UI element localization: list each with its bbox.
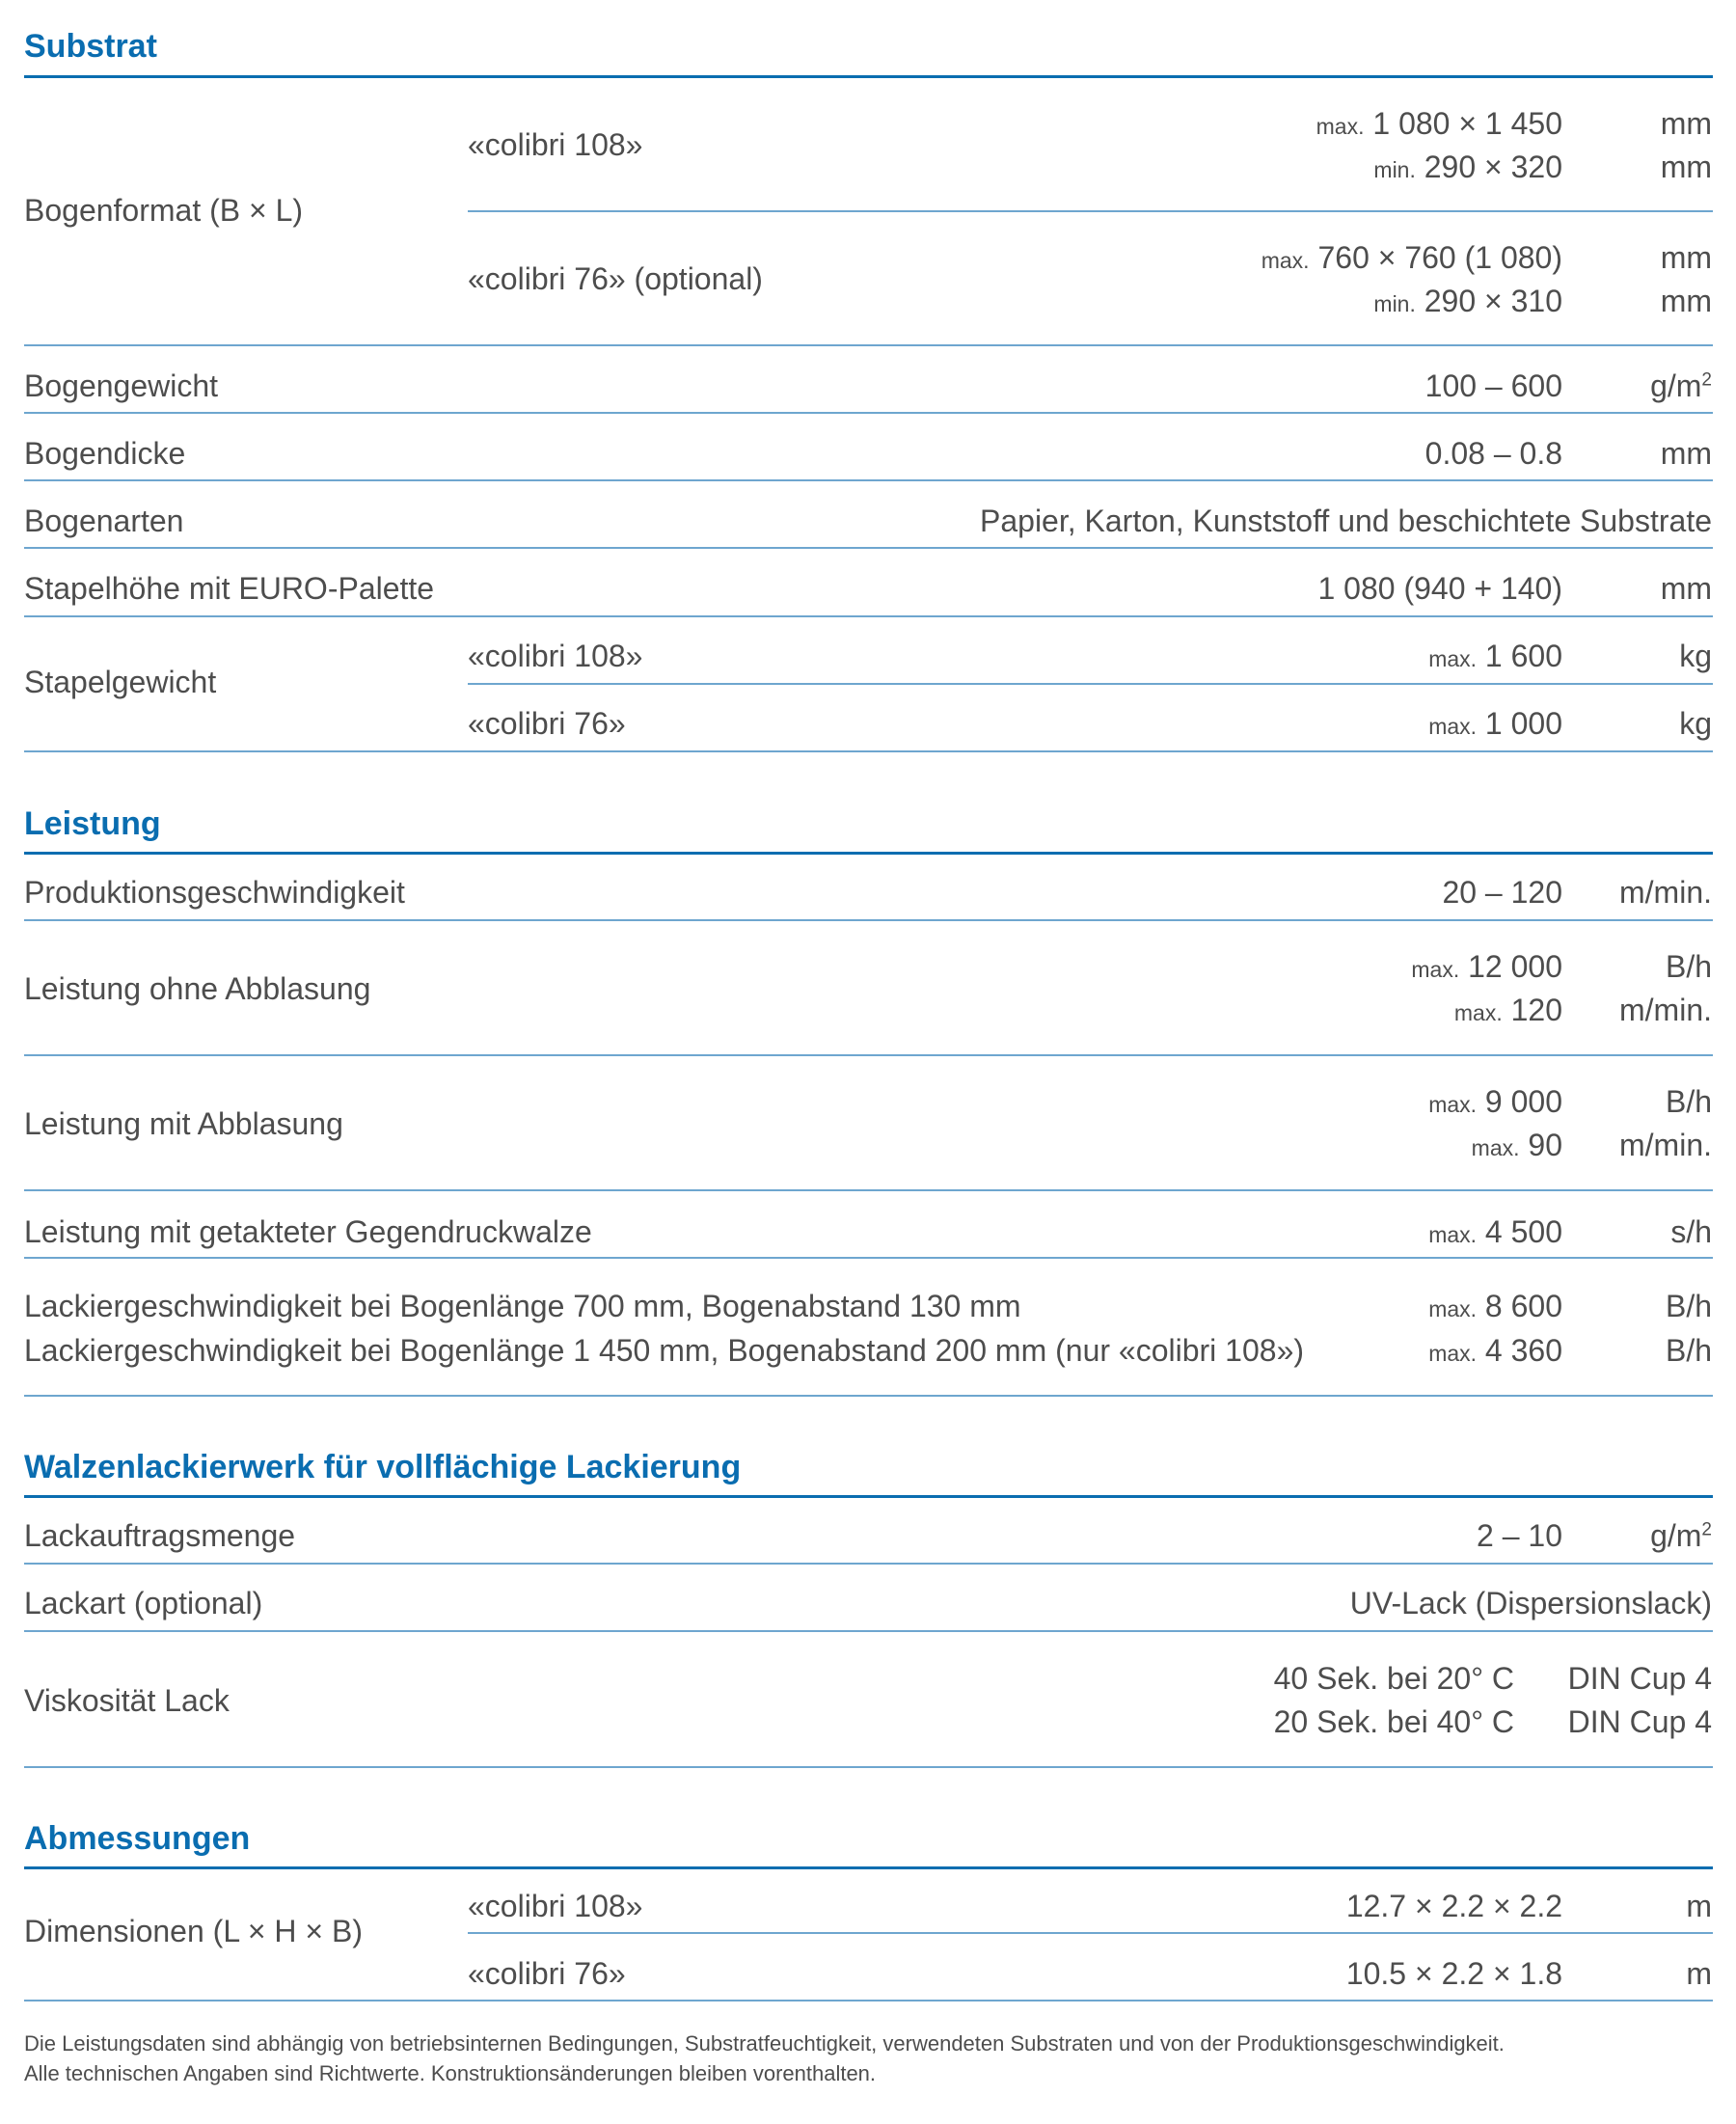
stapelhoehe-label: Stapelhöhe mit EURO-Palette bbox=[24, 571, 435, 606]
dimensionen-76-value: 10.5 × 2.2 × 1.8 bbox=[1345, 1956, 1562, 1991]
lackier-2-unit: B/h bbox=[1665, 1333, 1712, 1368]
row-divider bbox=[24, 1054, 1713, 1056]
mit-abblasung-v1: max. 9 000 bbox=[1428, 1084, 1562, 1119]
section-rule-abmessungen bbox=[24, 1866, 1713, 1869]
getaktet-value: max. 4 500 bbox=[1428, 1214, 1562, 1249]
produktion-label: Produktionsgeschwindigkeit bbox=[24, 875, 405, 910]
ohne-abblasung-v2: max. 120 bbox=[1453, 993, 1562, 1027]
stapelhoehe-unit: mm bbox=[1660, 571, 1712, 606]
viskositaet-u2: DIN Cup 4 bbox=[1567, 1704, 1712, 1739]
ohne-abblasung-u1: B/h bbox=[1665, 949, 1712, 984]
bogenformat-76-max: max. 760 × 760 (1 080) bbox=[1261, 240, 1562, 275]
row-divider bbox=[24, 1395, 1713, 1397]
bogengewicht-value: 100 – 600 bbox=[1424, 368, 1562, 403]
dimensionen-label: Dimensionen (L × H × B) bbox=[24, 1914, 363, 1948]
lackier-2-label: Lackiergeschwindigkeit bei Bogenlänge 1 450 mm, Bogenabstand 200 mm (nur «colibri 108») bbox=[24, 1333, 1305, 1368]
stapelgewicht-model-76: «colibri 76» bbox=[468, 706, 626, 741]
row-divider bbox=[468, 1932, 1713, 1934]
stapelhoehe-value: 1 080 (940 + 140) bbox=[1317, 571, 1562, 606]
mit-abblasung-u2: m/min. bbox=[1619, 1128, 1712, 1162]
mit-abblasung-u1: B/h bbox=[1665, 1084, 1712, 1119]
bogenformat-76-min: min. 290 × 310 bbox=[1373, 284, 1562, 318]
section-title-substrat: Substrat bbox=[24, 28, 157, 65]
dimensionen-model-108: «colibri 108» bbox=[468, 1889, 643, 1923]
bogenformat-108-max: max. 1 080 × 1 450 bbox=[1316, 106, 1562, 141]
ohne-abblasung-u2: m/min. bbox=[1619, 993, 1712, 1027]
row-divider bbox=[468, 210, 1713, 212]
bogenformat-108-min-unit: mm bbox=[1660, 150, 1712, 184]
ohne-abblasung-v1: max. 12 000 bbox=[1411, 949, 1562, 984]
stapelgewicht-108-value: max. 1 600 bbox=[1428, 639, 1562, 673]
lackart-label: Lackart (optional) bbox=[24, 1586, 263, 1620]
bogengewicht-label: Bogengewicht bbox=[24, 368, 219, 403]
section-title-leistung: Leistung bbox=[24, 805, 161, 842]
lackier-1-value: max. 8 600 bbox=[1428, 1289, 1562, 1323]
bogenformat-label: Bogenformat (B × L) bbox=[24, 193, 304, 228]
section-title-walzen: Walzenlackierwerk für vollflächige Lackierung bbox=[24, 1449, 742, 1485]
lackart-value: UV-Lack (Dispersionslack) bbox=[1349, 1586, 1712, 1620]
mit-abblasung-label: Leistung mit Abblasung bbox=[24, 1106, 343, 1141]
section-title-abmessungen: Abmessungen bbox=[24, 1820, 251, 1857]
lackier-2-value: max. 4 360 bbox=[1428, 1333, 1562, 1368]
viskositaet-label: Viskosität Lack bbox=[24, 1683, 230, 1718]
bogenarten-label: Bogenarten bbox=[24, 504, 184, 538]
lackauftragsmenge-value: 2 – 10 bbox=[1477, 1518, 1562, 1553]
stapelgewicht-76-value: max. 1 000 bbox=[1428, 706, 1562, 741]
row-divider bbox=[24, 344, 1713, 346]
lackauftragsmenge-unit: $g/m^2$ bbox=[1650, 1518, 1712, 1553]
row-divider bbox=[24, 1630, 1713, 1632]
stapelgewicht-model-108: «colibri 108» bbox=[468, 639, 643, 673]
stapelgewicht-76-unit: kg bbox=[1679, 706, 1712, 741]
row-divider bbox=[468, 683, 1713, 685]
bogenformat-model-108: «colibri 108» bbox=[468, 127, 643, 162]
produktion-value: 20 – 120 bbox=[1442, 875, 1562, 910]
row-divider bbox=[24, 1257, 1713, 1259]
bogenformat-76-max-unit: mm bbox=[1660, 240, 1712, 275]
row-divider bbox=[24, 1563, 1713, 1565]
viskositaet-v1: 40 Sek. bei 20° C bbox=[1273, 1661, 1514, 1696]
section-rule-leistung bbox=[24, 852, 1713, 855]
ohne-abblasung-label: Leistung ohne Abblasung bbox=[24, 971, 371, 1006]
row-divider bbox=[24, 1189, 1713, 1191]
bogendicke-value: 0.08 – 0.8 bbox=[1424, 436, 1562, 471]
stapelgewicht-label: Stapelgewicht bbox=[24, 665, 217, 699]
getaktet-unit: s/h bbox=[1670, 1214, 1712, 1249]
dimensionen-76-unit: m bbox=[1686, 1956, 1712, 1991]
row-divider bbox=[24, 615, 1713, 617]
bogengewicht-unit: $g/m^2$ bbox=[1650, 368, 1712, 403]
bogenformat-model-76: «colibri 76» (optional) bbox=[468, 261, 763, 296]
bogendicke-label: Bogendicke bbox=[24, 436, 186, 471]
bogenformat-76-min-unit: mm bbox=[1660, 284, 1712, 318]
lackier-1-label: Lackiergeschwindigkeit bei Bogenlänge 700 mm, Bogenabstand 130 mm bbox=[24, 1289, 1021, 1323]
row-divider bbox=[24, 479, 1713, 481]
row-divider bbox=[24, 547, 1713, 549]
bogendicke-unit: mm bbox=[1660, 436, 1712, 471]
lackier-1-unit: B/h bbox=[1665, 1289, 1712, 1323]
bogenarten-value: Papier, Karton, Kunststoff und beschichtete Substrate bbox=[980, 504, 1712, 538]
produktion-unit: m/min. bbox=[1619, 875, 1712, 910]
dimensionen-108-unit: m bbox=[1686, 1889, 1712, 1923]
row-divider bbox=[24, 2000, 1713, 2001]
section-rule-walzen bbox=[24, 1495, 1713, 1498]
row-divider bbox=[24, 919, 1713, 921]
bogenformat-108-min: min. 290 × 320 bbox=[1373, 150, 1562, 184]
mit-abblasung-v2: max. 90 bbox=[1471, 1128, 1562, 1162]
row-divider bbox=[24, 750, 1713, 752]
getaktet-label: Leistung mit getakteter Gegendruckwalze bbox=[24, 1214, 592, 1249]
dimensionen-108-value: 12.7 × 2.2 × 2.2 bbox=[1345, 1889, 1562, 1923]
dimensionen-model-76: «colibri 76» bbox=[468, 1956, 626, 1991]
viskositaet-u1: DIN Cup 4 bbox=[1567, 1661, 1712, 1696]
footnote-line-1: Die Leistungsdaten sind abhängig von betriebsinternen Bedingungen, Substratfeuchtigkeit, verwendeten Substraten und von der Produktionsgeschwindigkeit. bbox=[24, 2031, 1505, 2056]
row-divider bbox=[24, 412, 1713, 414]
lackauftragsmenge-label: Lackauftragsmenge bbox=[24, 1518, 296, 1553]
section-rule-substrat bbox=[24, 75, 1713, 78]
footnote-line-2: Alle technischen Angaben sind Richtwerte. Konstruktionsänderungen bleiben vorenthalten. bbox=[24, 2061, 877, 2085]
row-divider bbox=[24, 1766, 1713, 1768]
stapelgewicht-108-unit: kg bbox=[1679, 639, 1712, 673]
viskositaet-v2: 20 Sek. bei 40° C bbox=[1273, 1704, 1514, 1739]
bogenformat-108-max-unit: mm bbox=[1660, 106, 1712, 141]
